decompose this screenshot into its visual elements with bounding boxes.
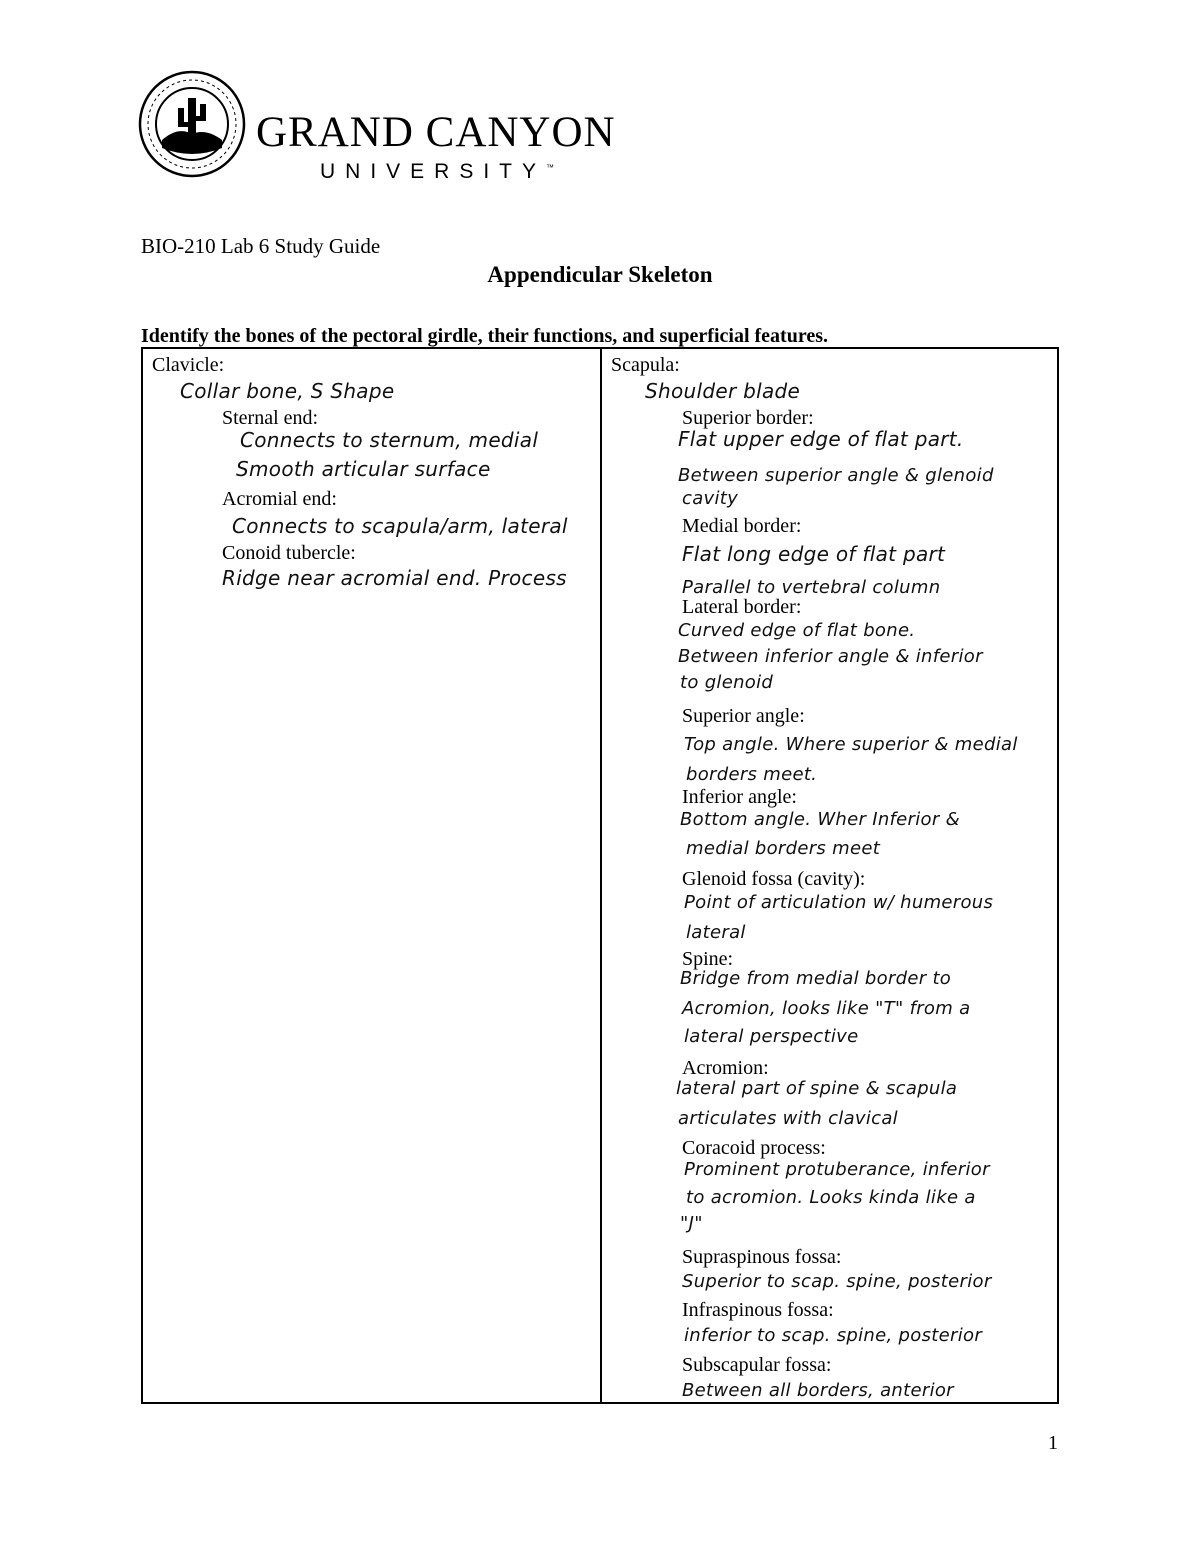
clavicle-answer: Collar bone, S Shape	[180, 379, 395, 403]
lateral-border-label: Lateral border:	[682, 596, 802, 618]
inferior-angle-label: Inferior angle:	[682, 786, 797, 808]
coracoid-process-label: Coracoid process:	[682, 1137, 826, 1159]
acromial-end-label: Acromial end:	[222, 488, 337, 510]
sternal-end-answer-2: Smooth articular surface	[236, 457, 491, 481]
superior-border-answer-2: Between superior angle & glenoid	[678, 465, 994, 486]
glenoid-fossa-answer-1: Point of articulation w/ humerous	[684, 892, 994, 913]
coracoid-process-answer-3: "J"	[680, 1213, 703, 1234]
medial-border-label: Medial border:	[682, 515, 802, 537]
clavicle-heading: Clavicle:	[152, 354, 225, 376]
acromion-answer-1: lateral part of spine & scapula	[676, 1078, 958, 1099]
medial-border-answer-2: Parallel to vertebral column	[682, 577, 941, 598]
page-title: Appendicular Skeleton	[487, 262, 713, 287]
instruction: Identify the bones of the pectoral girdle, their functions, and superficial features.	[141, 325, 829, 347]
lateral-border-answer-1: Curved edge of flat bone.	[678, 620, 916, 641]
spine-answer-3: lateral perspective	[684, 1026, 859, 1047]
spine-answer-1: Bridge from medial border to	[680, 968, 952, 989]
coracoid-process-answer-2: to acromion. Looks kinda like a	[686, 1187, 976, 1208]
course-title: BIO-210 Lab 6 Study Guide	[141, 234, 381, 258]
scapula-answer: Shoulder blade	[645, 379, 801, 403]
inferior-angle-answer-1: Bottom angle. Wher Inferior &	[680, 809, 960, 830]
logo-wordmark: GRAND CANYON	[256, 109, 616, 156]
glenoid-fossa-answer-2: lateral	[686, 922, 746, 943]
logo-subtitle: UNIVERSITY™	[320, 160, 555, 183]
infraspinous-fossa-label: Infraspinous fossa:	[682, 1299, 834, 1321]
superior-border-label: Superior border:	[682, 407, 814, 429]
superior-border-answer-1: Flat upper edge of flat part.	[678, 427, 964, 451]
superior-angle-answer-2: borders meet.	[686, 764, 818, 785]
conoid-tubercle-answer: Ridge near acromial end. Process	[222, 566, 567, 590]
acromion-label: Acromion:	[682, 1057, 769, 1079]
infraspinous-fossa-answer: inferior to scap. spine, posterior	[684, 1325, 983, 1346]
page-number: 1	[1048, 1432, 1058, 1454]
supraspinous-fossa-label: Supraspinous fossa:	[682, 1246, 842, 1268]
subscapular-fossa-label: Subscapular fossa:	[682, 1354, 832, 1376]
glenoid-fossa-label: Glenoid fossa (cavity):	[682, 868, 866, 890]
university-logo	[138, 70, 618, 200]
conoid-tubercle-label: Conoid tubercle:	[222, 542, 356, 564]
superior-border-answer-3: cavity	[682, 488, 739, 509]
superior-angle-label: Superior angle:	[682, 705, 805, 727]
inferior-angle-answer-2: medial borders meet	[686, 838, 881, 859]
supraspinous-fossa-answer: Superior to scap. spine, posterior	[682, 1271, 992, 1292]
coracoid-process-answer-1: Prominent protuberance, inferior	[684, 1159, 990, 1180]
spine-label: Spine:	[682, 948, 734, 970]
spine-answer-2: Acromion, looks like "T" from a	[682, 998, 971, 1019]
acromion-answer-2: articulates with clavical	[678, 1108, 898, 1129]
sternal-end-label: Sternal end:	[222, 407, 319, 429]
medial-border-answer-1: Flat long edge of flat part	[682, 542, 946, 566]
superior-angle-answer-1: Top angle. Where superior & medial	[684, 734, 1018, 755]
lateral-border-answer-3: to glenoid	[680, 672, 774, 693]
sternal-end-answer: Connects to sternum, medial	[240, 428, 539, 452]
university-seal-icon	[138, 70, 246, 178]
column-divider	[600, 347, 602, 1404]
scapula-heading: Scapula:	[611, 354, 680, 376]
subscapular-fossa-answer: Between all borders, anterior	[682, 1380, 954, 1401]
acromial-end-answer: Connects to scapula/arm, lateral	[232, 514, 568, 538]
lateral-border-answer-2: Between inferior angle & inferior	[678, 646, 983, 667]
